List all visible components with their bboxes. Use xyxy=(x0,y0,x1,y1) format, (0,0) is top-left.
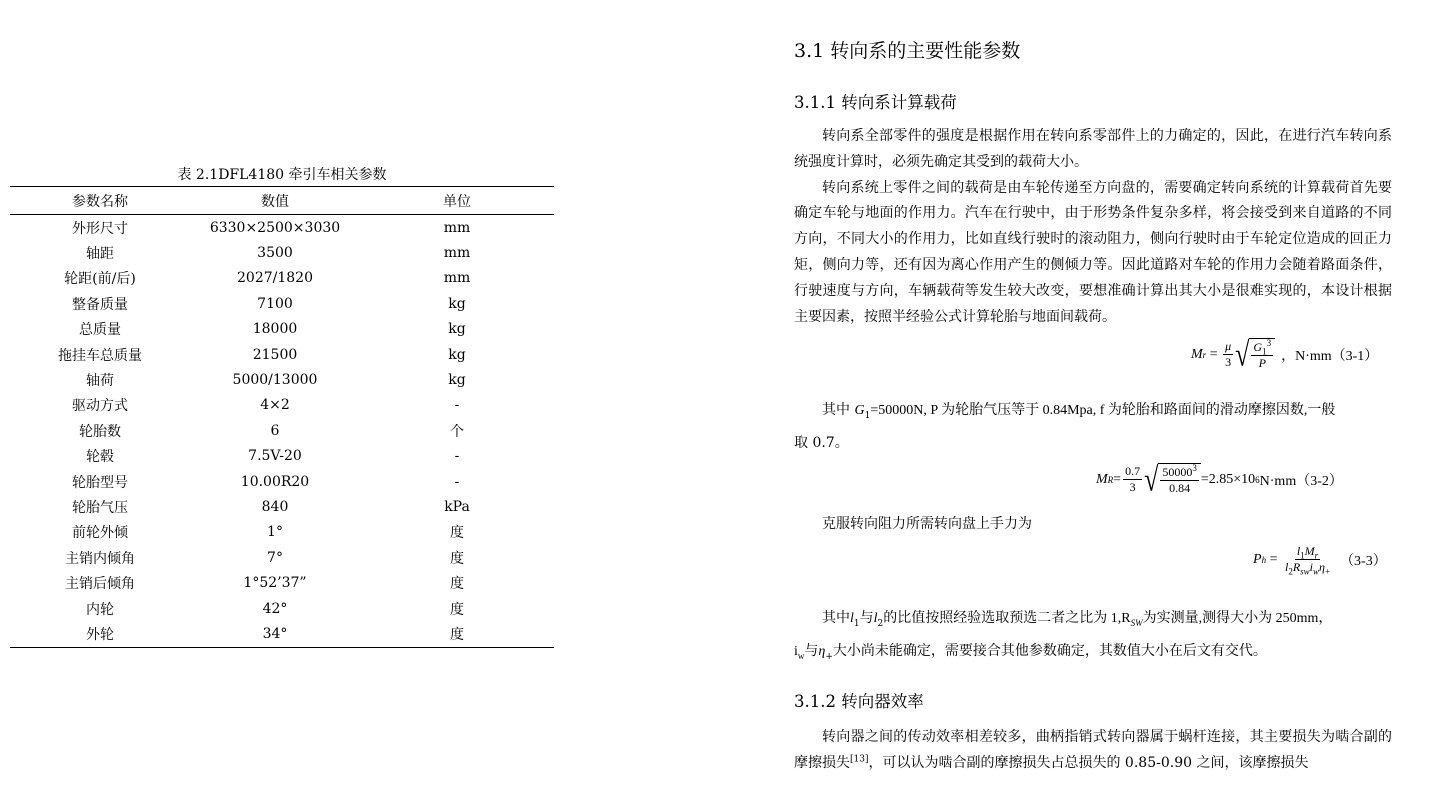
paragraph-4: 克服转向阻力所需转向盘上手力为 xyxy=(822,516,1032,532)
left-page xyxy=(0,0,716,798)
cell-unit: - xyxy=(454,448,460,465)
cell-value: 840 xyxy=(261,498,289,515)
cell-value: 1° xyxy=(267,524,283,541)
cell-unit: mm xyxy=(443,219,471,236)
formula-3-2-unit: N·mm（3-2） xyxy=(1259,473,1343,489)
cell-param-name: 总质量 xyxy=(79,322,121,339)
table-row xyxy=(10,469,554,494)
table-row xyxy=(10,215,554,241)
cell-param-name: 外轮 xyxy=(86,626,114,643)
formula-3-3: P h = $\frac{l_1M_r}{l_2R_{sw}i_w\eta_+}$ （3-3） xyxy=(1253,544,1387,577)
table-row xyxy=(10,494,554,519)
cell-unit: kg xyxy=(448,321,466,338)
paragraph-3: 其中 $G_1=50000N$, P 为轮胎气压等于 0.84Mpa, f 为轮胎和路面间的滑动摩擦因数,一般 xyxy=(822,402,1336,421)
cell-param-name: 主销内倾角 xyxy=(65,550,135,567)
cell-value: 3500 xyxy=(257,245,293,262)
paragraph-block-1 xyxy=(794,124,1392,330)
paragraph-1: 转向系全部零件的强度是根据作用在转向系零部件上的力确定的，因此，在进行汽车转向系统强度计算时，必须先确定其受到的载荷大小。 xyxy=(794,128,1392,170)
paragraph-block-6 xyxy=(794,725,1392,777)
cell-param-name: 驱动方式 xyxy=(72,398,128,415)
cell-unit: 度 xyxy=(450,576,464,593)
cell-value: 42° xyxy=(262,600,288,617)
table-header-row xyxy=(10,187,554,215)
paragraph-block-4 xyxy=(794,512,1392,538)
paragraph-6: 转向器之间的传动效率相差较多，曲柄指销式转向器属于蜗杆连接，其主要损失为啮合副的摩擦损失[13]，可以认为啮合副的摩擦损失占总损失的 0.85-0.90 之间，该摩擦损失 xyxy=(794,729,1392,771)
cell-unit: kg xyxy=(448,346,466,363)
header-value: 数值 xyxy=(190,187,360,215)
table-row xyxy=(10,317,554,342)
cell-param-name: 轮胎型号 xyxy=(72,474,128,491)
table-row xyxy=(10,596,554,621)
cell-value: 6330×2500×3030 xyxy=(209,219,341,236)
right-page xyxy=(716,0,1433,798)
table-row xyxy=(10,520,554,545)
formula-3-1-unit: ，N·mm（3-1） xyxy=(1281,348,1379,364)
cell-param-name: 轴距 xyxy=(86,246,114,263)
parameter-table xyxy=(10,186,554,648)
cell-unit: kg xyxy=(448,372,466,389)
table-row xyxy=(10,393,554,418)
subsection-title-2: 3.1.2 转向器效率 xyxy=(794,692,924,711)
cell-param-name: 轴荷 xyxy=(86,373,114,390)
cell-unit: 个 xyxy=(450,423,464,440)
cell-unit: mm xyxy=(443,245,471,262)
cell-unit: 度 xyxy=(450,525,464,542)
cell-unit: 度 xyxy=(450,601,464,618)
header-unit: 单位 xyxy=(360,187,554,215)
cell-value: 10.00R20 xyxy=(240,473,310,490)
cell-param-name: 内轮 xyxy=(86,601,114,618)
table-row xyxy=(10,266,554,291)
paragraph-block-3 xyxy=(794,396,1392,461)
cell-unit: kPa xyxy=(444,498,470,515)
formula-3-2: M R = $\frac{0.7}{3}$ √ $\frac{50000^3}{0.84}$ =2.85×10 6 N·mm（3-2） xyxy=(1096,460,1343,498)
cell-value: 7.5V-20 xyxy=(248,448,302,465)
cell-param-name: 拖挂车总质量 xyxy=(58,347,142,364)
table-caption: 表 2.1DFL4180 牵引车相关参数 xyxy=(177,167,387,183)
cell-value: 7100 xyxy=(257,295,293,312)
formula-3-1: M r = $\frac{\mu}{3}$ √ $\frac{G_1^3}{P}$ ，N·mm（3-1） xyxy=(1191,335,1379,373)
table-row xyxy=(10,342,554,367)
table-row xyxy=(10,570,554,595)
cell-value: 34° xyxy=(262,625,288,642)
cell-unit: 度 xyxy=(450,550,464,567)
cell-param-name: 轮胎气压 xyxy=(72,499,128,516)
cell-value: 4×2 xyxy=(260,397,290,414)
cell-param-name: 轮毂 xyxy=(86,449,114,466)
cell-value: 6 xyxy=(270,422,280,439)
cell-param-name: 前轮外倾 xyxy=(72,525,128,542)
paragraph-block-5 xyxy=(794,604,1392,670)
cell-value: 1°52’37” xyxy=(243,575,307,592)
cell-param-name: 主销后倾角 xyxy=(65,576,135,593)
cell-value: 7° xyxy=(267,549,283,566)
paragraph-5-cont: $i_w$与$\eta_+$大小尚未能确定，需要接合其他参数确定，其数值大小在后文有交代。 xyxy=(794,643,1267,662)
cell-unit: kg xyxy=(448,295,466,312)
paragraph-3-cont: 取 0.7。 xyxy=(794,435,849,451)
table-row xyxy=(10,418,554,443)
cell-param-name: 整备质量 xyxy=(72,296,128,313)
table-row xyxy=(10,367,554,392)
table-row xyxy=(10,545,554,570)
table-body xyxy=(10,215,554,648)
paragraph-2: 转向系统上零件之间的载荷是由车轮传递至方向盘的，需要确定转向系统的计算载荷首先要确定车轮与地面的作用力。汽车在行驶中，由于形势条件复杂多样，将会接受到来自道路的不同方向，不同大小的作用力，比如直线行驶时的滚动阻力，侧向行驶时由于车轮定位造成的回正力矩，侧向力等，还有因为离心作用产生的侧倾力等。因此道路对车轮的作用力会随着路面条件，行驶速度与方向，车辆载荷等发生较大改变，要想准确计算出其大小是很难实现的，本设计根据主要因素，按照半经验公式计算轮胎与地面间载荷。 xyxy=(794,179,1392,325)
header-param-name: 参数名称 xyxy=(10,187,190,215)
cell-param-name: 外形尺寸 xyxy=(72,220,128,237)
cell-value: 21500 xyxy=(252,346,298,363)
cell-param-name: 轮距(前/后) xyxy=(64,271,136,288)
section-title: 3.1 转向系的主要性能参数 xyxy=(794,40,1021,62)
table-row xyxy=(10,240,554,265)
cell-param-name: 轮胎数 xyxy=(79,423,121,440)
cell-unit: - xyxy=(454,397,460,414)
cell-unit: mm xyxy=(443,270,471,287)
table-row xyxy=(10,444,554,469)
cell-value: 2027/1820 xyxy=(237,270,313,287)
subsection-title-1: 3.1.1 转向系计算载荷 xyxy=(794,93,957,112)
cell-value: 5000/13000 xyxy=(232,372,318,389)
formula-3-3-tag: （3-3） xyxy=(1340,553,1387,569)
table-row xyxy=(10,291,554,316)
paragraph-5: 其中$l_1$与$l_2$的比值按照经验选取预选二者之比为 $1,R_{SW}$为实测量,测得大小为 250mm， xyxy=(822,610,1333,629)
table-row xyxy=(10,621,554,647)
cell-value: 18000 xyxy=(252,321,298,338)
cell-unit: - xyxy=(454,473,460,490)
cell-unit: 度 xyxy=(450,626,464,643)
